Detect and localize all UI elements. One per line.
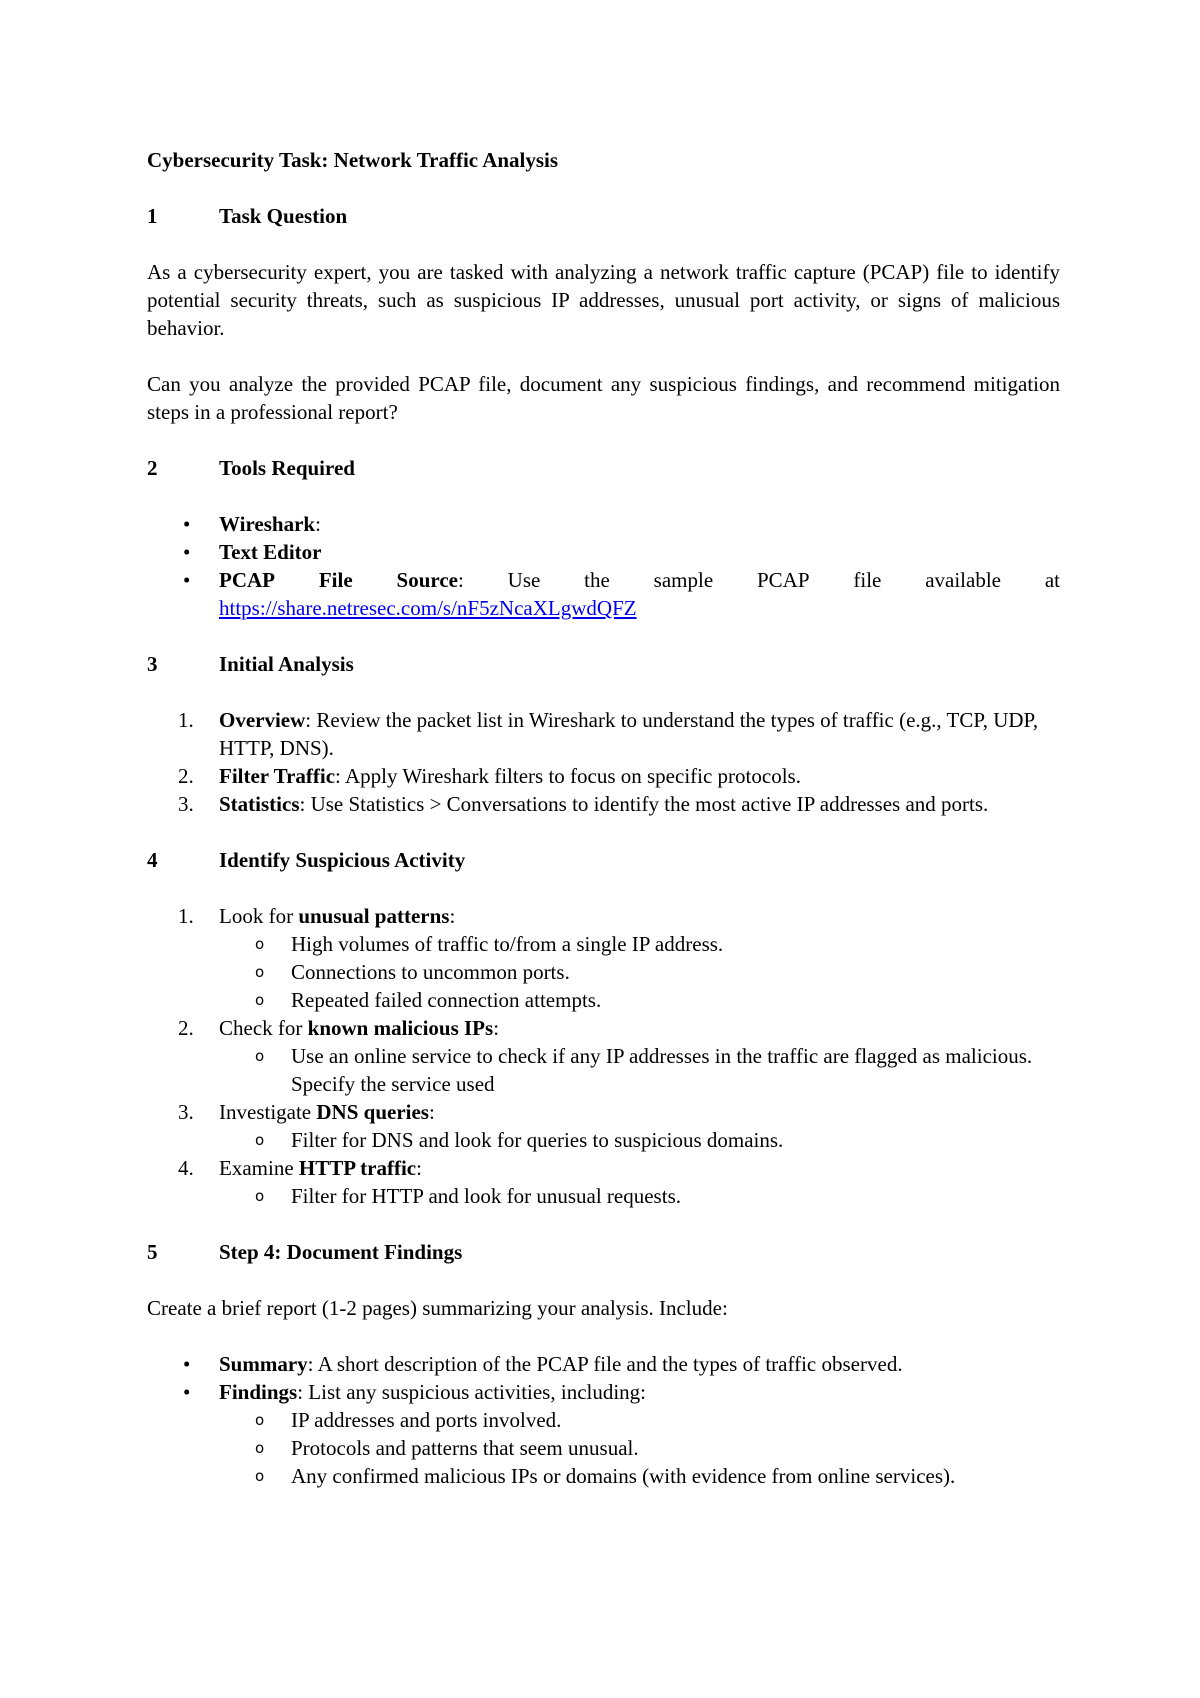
sub-item-text: Connections to uncommon ports.: [291, 960, 570, 984]
sub-bullet-marker: o: [255, 1047, 265, 1065]
report-intro-paragraph: Create a brief report (1-2 pages) summarizing your analysis. Include:: [147, 1296, 728, 1320]
list-number: 2.: [178, 1016, 194, 1040]
list-item: [147, 1378, 1060, 1490]
section-3-heading: [147, 650, 1060, 678]
item-text: : Apply Wireshark filters to focus on specific protocols.: [335, 764, 801, 788]
item-text: Look for: [219, 904, 299, 928]
document-title: Cybersecurity Task: Network Traffic Analysis: [147, 148, 559, 172]
item-text: :: [457, 568, 464, 592]
sub-item-text: IP addresses and ports involved.: [291, 1408, 562, 1432]
item-text: : A short description of the PCAP file and the types of traffic observed.: [307, 1352, 903, 1376]
initial-analysis-list: [147, 706, 1060, 818]
sub-list-item: [219, 1462, 1060, 1490]
bullet-marker: •: [183, 540, 191, 564]
list-number: 3.: [178, 792, 194, 816]
sub-bullet-marker: o: [255, 1131, 265, 1149]
section-number: 1: [147, 204, 158, 228]
list-item: [147, 566, 1060, 622]
item-label: Source: [396, 568, 458, 592]
item-text: :: [315, 512, 321, 536]
item-text: Investigate: [219, 1100, 317, 1124]
list-item: [147, 1098, 1060, 1154]
item-text: : Review the packet list in Wireshark to understand the types of traffic (e.g., TCP, UDP, HTTP, DNS).: [219, 708, 1039, 760]
section-number: 3: [147, 652, 158, 676]
item-label: Summary: [219, 1352, 308, 1376]
list-item: [147, 1350, 1060, 1378]
section-number: 5: [147, 1240, 158, 1264]
sub-item-text: Filter for DNS and look for queries to suspicious domains.: [291, 1128, 784, 1152]
item-text: Check for: [219, 1016, 308, 1040]
item-label: PCAP: [219, 568, 275, 592]
sub-bullet-marker: o: [255, 1467, 265, 1485]
sub-item-text: Repeated failed connection attempts.: [291, 988, 602, 1012]
justified-line: [219, 566, 1060, 594]
item-text: sample: [653, 568, 714, 592]
section-5-heading: [147, 1238, 1060, 1266]
item-text: available: [925, 568, 1001, 592]
item-text: :: [428, 1100, 435, 1124]
list-item: [147, 902, 1060, 1014]
item-label: Wireshark: [219, 512, 316, 536]
bullet-marker: •: [183, 512, 191, 536]
item-text: : Use Statistics > Conversations to identify the most active IP addresses and ports.: [299, 792, 989, 816]
section-title: Identify Suspicious Activity: [219, 848, 466, 872]
item-label: Overview: [219, 708, 306, 732]
report-contents-list: [147, 1350, 1060, 1490]
bullet-marker: •: [183, 1352, 191, 1376]
section-number: 2: [147, 456, 158, 480]
task-question-paragraph: Can you analyze the provided PCAP file, document any suspicious findings, and recommend mitigation steps in a professional report?: [147, 372, 1060, 424]
sub-bullet-marker: o: [255, 1439, 265, 1457]
sub-item-text: High volumes of traffic to/from a single IP address.: [291, 932, 724, 956]
sub-list-item: [219, 958, 1060, 986]
sub-item-text: Any confirmed malicious IPs or domains (with evidence from online services).: [291, 1464, 956, 1488]
item-text: the: [584, 568, 610, 592]
section-4-heading: [147, 846, 1060, 874]
list-number: 1.: [178, 708, 194, 732]
list-item: [147, 790, 1060, 818]
sub-bullet-marker: o: [255, 1411, 265, 1429]
item-text: PCAP: [757, 568, 810, 592]
sub-bullet-marker: o: [255, 991, 265, 1009]
sub-bullet-marker: o: [255, 935, 265, 953]
list-number: 1.: [178, 904, 194, 928]
item-text: :: [416, 1156, 422, 1180]
list-item: [147, 1154, 1060, 1210]
section-title: Step 4: Document Findings: [219, 1240, 463, 1264]
sub-list-item: [219, 1406, 1060, 1434]
item-text: Use: [507, 568, 541, 592]
item-label: Filter Traffic: [219, 764, 336, 788]
sub-item-text: Use an online service to check if any IP addresses in the traffic are flagged as malicious. Specify the service used: [291, 1044, 1033, 1096]
list-item: [147, 538, 1060, 566]
sub-bullet-marker: o: [255, 1187, 265, 1205]
item-text: at: [1044, 568, 1060, 592]
section-1-heading: [147, 202, 1060, 230]
item-label: HTTP traffic: [298, 1156, 417, 1180]
pcap-source-link[interactable]: https://share.netresec.com/s/nF5zNcaXLgwdQFZ: [219, 596, 637, 620]
item-label: unusual patterns: [298, 904, 450, 928]
item-label: Statistics: [219, 792, 300, 816]
tools-list: [147, 510, 1060, 622]
list-item: [147, 510, 1060, 538]
section-number: 4: [147, 848, 158, 872]
item-label: known malicious IPs: [307, 1016, 494, 1040]
section-title: Tools Required: [219, 456, 355, 480]
item-label: File: [318, 568, 353, 592]
section-title: Task Question: [219, 204, 348, 228]
task-paragraph: As a cybersecurity expert, you are tasked with analyzing a network traffic capture (PCAP) file to identify potential security threats, such as suspicious IP addresses, unusual port activity, or signs of malicious behavior.: [147, 260, 1060, 340]
sub-item-text: Protocols and patterns that seem unusual.: [291, 1436, 639, 1460]
sub-list-item: [219, 1434, 1060, 1462]
bullet-marker: •: [183, 1380, 191, 1404]
item-text: file: [853, 568, 882, 592]
document-body: [147, 146, 1060, 1518]
item-label: DNS queries: [316, 1100, 429, 1124]
list-item: [147, 1014, 1060, 1098]
item-text: :: [493, 1016, 500, 1040]
sub-list-item: [219, 1182, 1060, 1210]
item-text: : List any suspicious activities, including:: [297, 1380, 647, 1404]
sub-list-item: [219, 1042, 1060, 1098]
item-text: :: [449, 904, 456, 928]
sub-list-item: [219, 1126, 1060, 1154]
sub-list-item: [219, 986, 1060, 1014]
list-number: 3.: [178, 1100, 194, 1124]
list-number: 4.: [178, 1156, 194, 1180]
list-number: 2.: [178, 764, 194, 788]
list-item: [147, 762, 1060, 790]
sub-bullet-marker: o: [255, 963, 265, 981]
list-item: [147, 706, 1060, 762]
bullet-marker: •: [183, 568, 191, 592]
sub-list-item: [219, 930, 1060, 958]
item-label: Findings: [219, 1380, 298, 1404]
section-2-heading: [147, 454, 1060, 482]
section-title: Initial Analysis: [219, 652, 354, 676]
suspicious-activity-list: [147, 902, 1060, 1210]
item-text: Examine: [219, 1156, 299, 1180]
item-label: Text Editor: [219, 540, 322, 564]
sub-item-text: Filter for HTTP and look for unusual requests.: [291, 1184, 681, 1208]
